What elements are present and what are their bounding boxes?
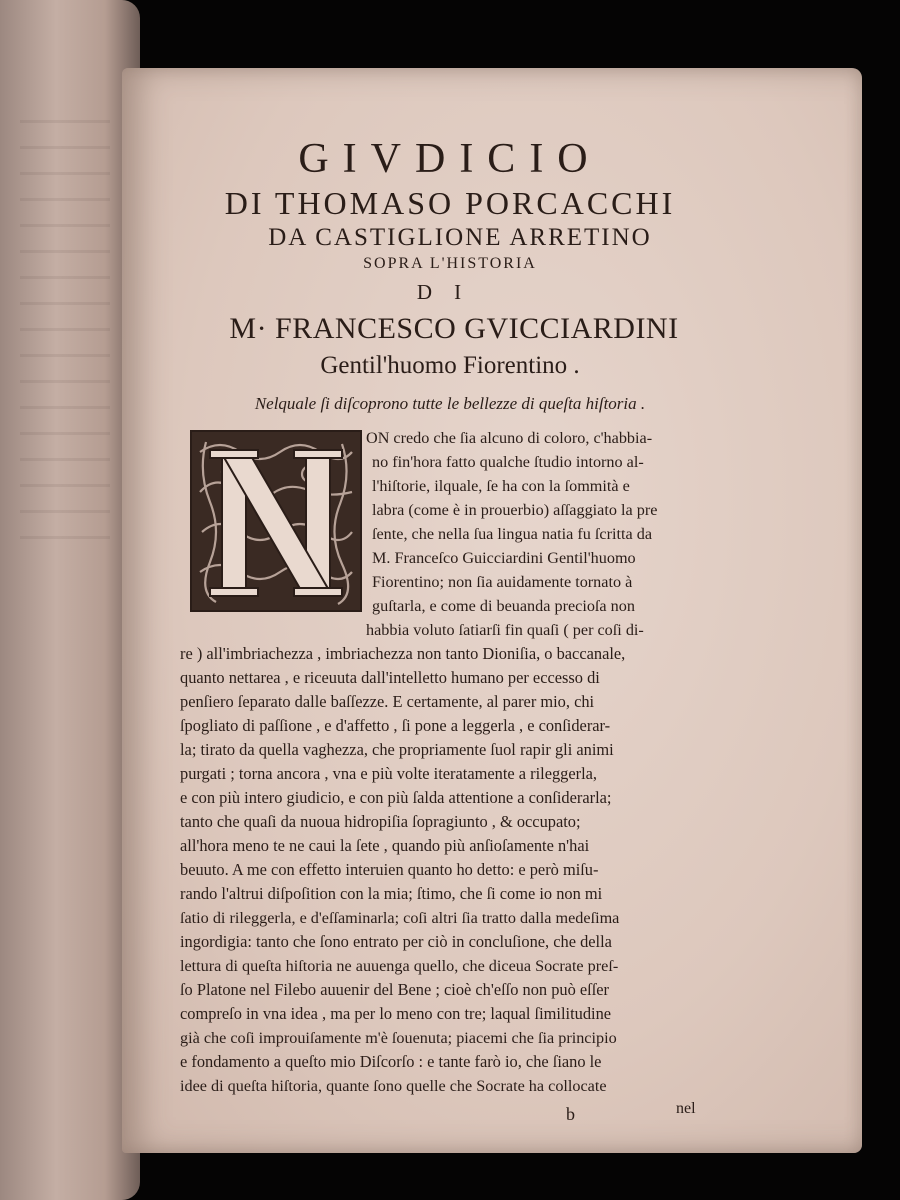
body-line-26: già che coſi improuiſamente m'è ſouenuta; piacemi che ſia principio — [180, 1029, 617, 1047]
body-line-10: re ) all'imbriachezza , imbriachezza non tanto Dioniſia, o baccanale, — [180, 644, 626, 663]
title-line-7: Gentil'huomo Fiorentino . — [320, 352, 580, 379]
body-line-17: tanto che quaſi da nuoua hidropiſia ſopragiunto , & occupato; — [180, 812, 581, 831]
body-line-14: la; tirato da quella vaghezza, che propriamente ſuol rapir gli animi — [180, 740, 614, 759]
subtitle: Nelquale ſi diſcoprono tutte le bellezze di queſta hiſtoria . — [254, 394, 646, 413]
body-line-28: idee di queſta hiſtoria, quante ſono quelle che Socrate ha collocate — [180, 1077, 607, 1095]
title-line-4: SOPRA L'HISTORIA — [363, 255, 537, 272]
title-line-6: M· FRANCESCO GVICCIARDINI — [229, 312, 679, 345]
catchword: nel — [676, 1100, 696, 1117]
body-line-20: rando l'altrui diſpoſition con la mia; ſtimo, che ſi come io non mi — [180, 884, 603, 903]
body-line-3: l'hiſtorie, ilquale, ſe ha con la ſommità e — [372, 477, 630, 495]
body-line-19: beuuto. A me con effetto interuien quanto ho detto: e però miſu- — [180, 860, 599, 879]
body-line-6: M. Franceſco Guicciardini Gentil'huomo — [372, 549, 636, 567]
body-line-23: lettura di queſta hiſtoria ne auuenga quello, che diceua Socrate preſ- — [180, 957, 619, 975]
body-line-16: e con più intero giudicio, e con più ſalda attentione a conſiderarla; — [180, 788, 612, 807]
signature-mark: b — [566, 1104, 575, 1124]
title-line-1: GIVDICIO — [298, 136, 602, 182]
body-line-21: ſatio di rileggerla, e d'eſſaminarla; coſi altri ſia tratto dalla medeſima — [180, 909, 620, 927]
body-line-12: penſiero ſeparato dalle baſſezze. E certamente, al parer mio, chi — [180, 692, 595, 711]
title-line-2: DI THOMASO PORCACCHI — [224, 185, 676, 221]
body-line-25: compreſo in vna idea , ma per lo meno con tre; laqual ſimilitudine — [180, 1004, 612, 1023]
body-line-27: e fondamento a queſto mio Diſcorſo : e tante farò io, che ſiano le — [180, 1052, 602, 1071]
title-line-3: DA CASTIGLIONE ARRETINO — [268, 224, 652, 251]
body-line-4: labra (come è in prouerbio) aſſaggiato la pre — [372, 501, 658, 519]
decorated-initial-art — [192, 432, 360, 610]
body-line-1: ON credo che ſia alcuno di coloro, c'habbia- — [366, 429, 653, 447]
body-line-2: no fin'hora fatto qualche ſtudio intorno al- — [372, 453, 644, 471]
body-line-15: purgati ; torna ancora , vna e più volte iteratamente a rileggerla, — [180, 764, 598, 783]
body-line-5: ſente, che nella ſua lingua natia fu ſcritta da — [372, 525, 653, 543]
body-line-11: quanto nettarea , e riceuuta dall'intelletto humano per eccesso di — [180, 668, 600, 687]
body-line-18: all'hora meno te ne caui la ſete , quando più anſioſamente n'hai — [180, 836, 590, 855]
body-line-13: ſpogliato di paſſione , e d'affetto , ſi pone a leggerla , e conſiderar- — [180, 716, 611, 735]
body-line-9: habbia voluto ſatiarſi fin quaſi ( per coſi di- — [366, 621, 644, 639]
title-line-5: DI — [416, 280, 484, 304]
body-line-22: ingordigia: tanto che ſono entrato per ciò in concluſione, che della — [180, 932, 612, 951]
body-line-7: Fiorentino; non ſia auidamente tornato à — [372, 573, 633, 591]
body-line-24: ſo Platone nel Filebo auuenir del Bene ; cioè ch'eſſo non può eſſer — [180, 980, 609, 999]
decorated-initial-n — [190, 430, 362, 612]
body-line-8: guſtarla, e come di beuanda precioſa non — [372, 597, 635, 615]
